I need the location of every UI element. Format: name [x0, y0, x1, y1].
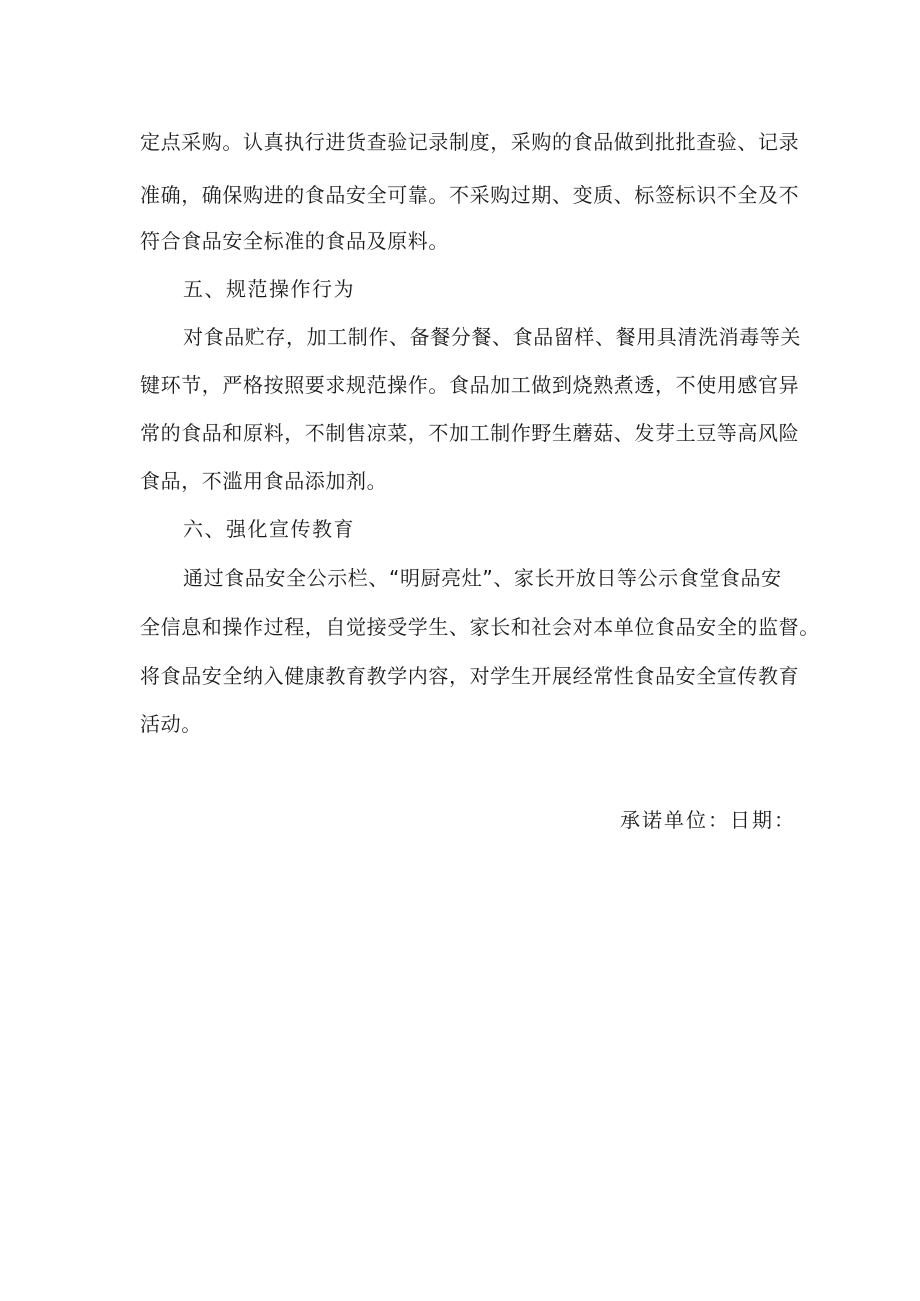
paragraph-line: 对食品贮存，加工制作、备餐分餐、食品留样、餐用具清洗消毒等关 — [183, 325, 801, 349]
paragraph-line: 活动。 — [140, 712, 202, 736]
paragraph-line: 定点采购。认真执行进货查验记录制度，采购的食品做到批批查验、记录 — [140, 130, 800, 154]
signature-line: 承诺单位：日期： — [620, 808, 796, 832]
paragraph-line: 键环节，严格按照要求规范操作。食品加工做到烧熟煮透，不使用感官异 — [140, 373, 800, 397]
paragraph-line: 将食品安全纳入健康教育教学内容，对学生开展经常性食品安全宣传教育 — [140, 664, 800, 688]
paragraph-line: 准确，确保购进的食品安全可靠。不采购过期、变质、标签标识不全及不 — [140, 183, 800, 207]
paragraph-line: 符合食品安全标准的食品及原料。 — [140, 229, 449, 253]
paragraph-line: 通过食品安全公示栏、“明厨亮灶”、家长开放日等公示食堂食品安 — [183, 566, 782, 590]
section-heading: 六、强化宣传教育 — [183, 517, 355, 541]
paragraph-line: 全信息和操作过程，自觉接受学生、家长和社会对本单位食品安全的监督。 — [140, 615, 820, 639]
paragraph-line: 常的食品和原料，不制售凉菜，不加工制作野生蘑菇、发芽土豆等高风险 — [140, 421, 800, 445]
paragraph-line: 食品，不滥用食品添加剂。 — [140, 469, 388, 493]
section-heading: 五、规范操作行为 — [183, 277, 355, 301]
